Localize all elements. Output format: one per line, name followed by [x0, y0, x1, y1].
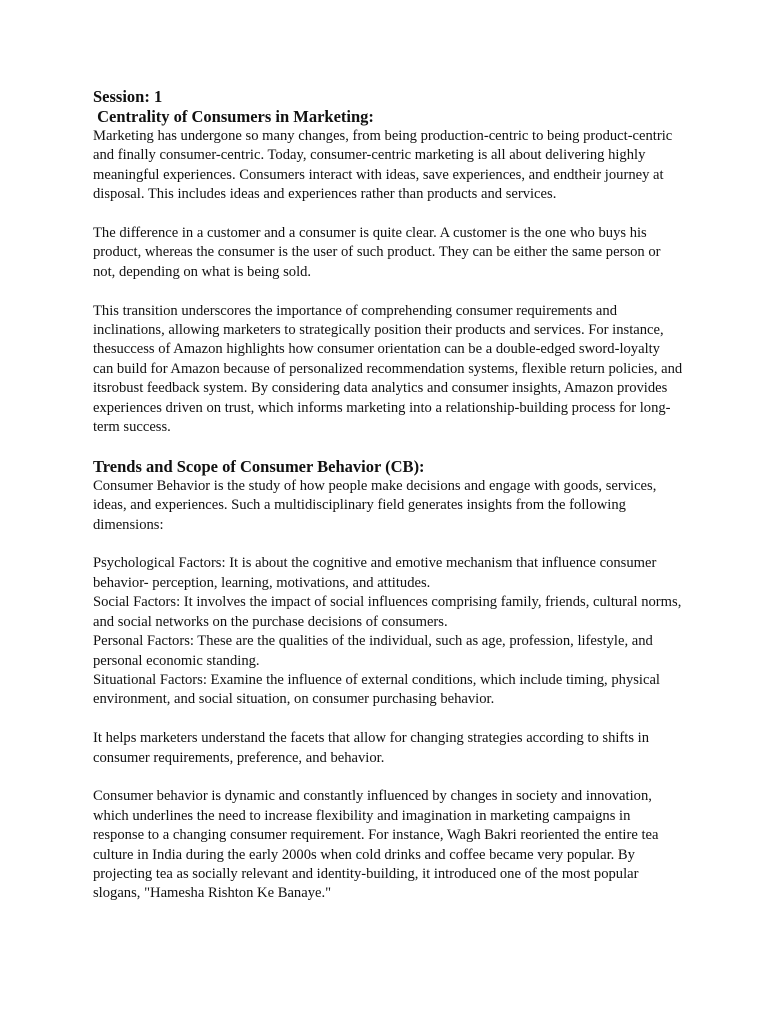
paragraph: Marketing has undergone so many changes, from being production-centric to being product-centric and finally consumer-centric. Today, consumer-centric marketing is all about delivering highly meaningful experiences. Consumers interact with ideas, save experiences, and endtheir journey at disposal. This includes ideas and experiences rather than products and services.	[93, 128, 673, 203]
section-title-trends: Trends and Scope of Consumer Behavior (CB):	[93, 456, 425, 476]
factor-personal: Personal Factors: These are the qualities of the individual, such as age, profession, lifestyle, and personal economic standing.	[93, 633, 653, 669]
paragraph: This transition underscores the importance of comprehending consumer requirements and inclinations, allowing marketers to strategically position their products and services. For instance, thesuccess of Amazon highlights how consumer orientation can be a double-edged sword-loyalty can build for Amazon because of personalized recommendation systems, flexible return policies, and itsrobust feedback system. By considering data analytics and consumer insights, Amazon provides experiences driven on trust, which informs marketing into a relationship-building process for long-term success.	[93, 302, 683, 436]
paragraph: The difference in a customer and a consumer is quite clear. A customer is the one who buys his product, whereas the consumer is the user of such product. They can be either the same person or not, depending on what is being sold.	[93, 225, 661, 280]
factor-social: Social Factors: It involves the impact of social influences comprising family, friends, cultural norms, and social networks on the purchase decisions of consumers.	[93, 594, 682, 630]
paragraph: It helps marketers understand the facets that allow for changing strategies according to shifts in consumer requirements, preference, and behavior.	[93, 730, 650, 766]
paragraph: Consumer Behavior is the study of how people make decisions and engage with goods, services, ideas, and experiences. Such a multidisciplinary field generates insights from the following dimensions:	[93, 477, 657, 533]
factor-situational: Situational Factors: Examine the influence of external conditions, which include timing, physical environment, and social situation, on consumer purchasing behavior.	[93, 671, 660, 708]
session-label: Session: 1	[93, 87, 163, 106]
section-title-centrality: Centrality of Consumers in Marketing:	[93, 107, 374, 126]
factor-psychological: Psychological Factors: It is about the cognitive and emotive mechanism that influence consumer behavior- perception, learning, motivations, and attitudes.	[93, 555, 657, 591]
paragraph: Consumer behavior is dynamic and constantly influenced by changes in society and innovation, which underlines the need to increase flexibility and imagination in marketing campaigns in response to a changing consumer requirement. For instance, Wagh Bakri reoriented the entire tea culture in India during the early 2000s when cold drinks and coffee became very popular. By projecting tea as socially relevant and identity-building, it introduced one of the most popular slogans, "Hamesha Rishton Ke Banaye."	[93, 788, 659, 902]
document-page	[93, 87, 683, 904]
